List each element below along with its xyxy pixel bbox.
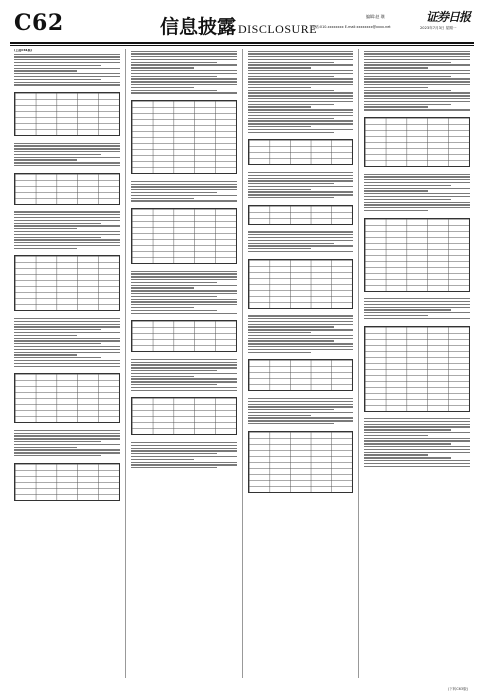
header-rule-thin	[10, 45, 474, 46]
masthead	[10, 8, 474, 44]
data-table	[248, 205, 354, 225]
column-heading: (上接C61版)	[14, 49, 33, 52]
data-table	[131, 397, 237, 435]
data-table	[248, 139, 354, 165]
data-table	[14, 92, 120, 136]
text-column-3	[248, 49, 354, 678]
paragraph-block	[131, 51, 237, 94]
data-table	[14, 173, 120, 205]
paragraph-block	[14, 211, 120, 249]
paragraph-block	[131, 359, 237, 391]
page-number: C62	[14, 10, 64, 36]
text-column-2	[131, 49, 237, 678]
paragraph-block	[14, 318, 120, 367]
section-subtitle: DISCLOSURE	[238, 22, 318, 36]
text-column-1	[14, 49, 120, 678]
column-divider	[242, 49, 243, 678]
data-table	[131, 100, 237, 174]
paragraph-block	[131, 181, 237, 202]
section-title-cn: 信息披露	[160, 16, 237, 38]
newspaper-logo: 证券日报	[426, 10, 471, 24]
contact-line: 电话:010-xxxxxxxx E-mail:xxxxxxxx@xxxx.net	[312, 25, 391, 29]
data-table	[248, 259, 354, 309]
data-table	[364, 117, 470, 167]
column-divider	[125, 49, 126, 678]
data-table	[14, 463, 120, 501]
paragraph-block	[364, 298, 470, 319]
article-columns	[14, 49, 470, 678]
editor-line: 编辑:赵 璜	[366, 14, 385, 19]
paragraph-block	[248, 315, 354, 353]
data-table	[364, 326, 470, 412]
paragraph-block	[131, 271, 237, 314]
paragraph-block	[248, 398, 354, 424]
paragraph-block	[14, 143, 120, 167]
paragraph-block	[14, 430, 120, 456]
paragraph-block	[364, 418, 470, 467]
data-table	[131, 320, 237, 352]
text-column-4	[364, 49, 470, 678]
paragraph-block	[364, 174, 470, 212]
paragraph-block	[14, 54, 120, 86]
paragraph-block	[248, 231, 354, 252]
data-table	[364, 218, 470, 292]
data-table	[248, 431, 354, 493]
paragraph-block	[248, 172, 354, 198]
section-title	[160, 12, 317, 39]
data-table	[131, 208, 237, 264]
header-rule	[10, 42, 474, 44]
paragraph-block	[364, 51, 470, 111]
paragraph-block	[131, 442, 237, 468]
data-table	[248, 359, 354, 391]
data-table	[14, 255, 120, 311]
continued-note: (下转C63版)	[447, 687, 468, 691]
column-divider	[358, 49, 359, 678]
data-table	[14, 373, 120, 423]
issue-date: 2023年7月3日 星期一	[420, 26, 457, 30]
paragraph-block	[248, 51, 354, 133]
